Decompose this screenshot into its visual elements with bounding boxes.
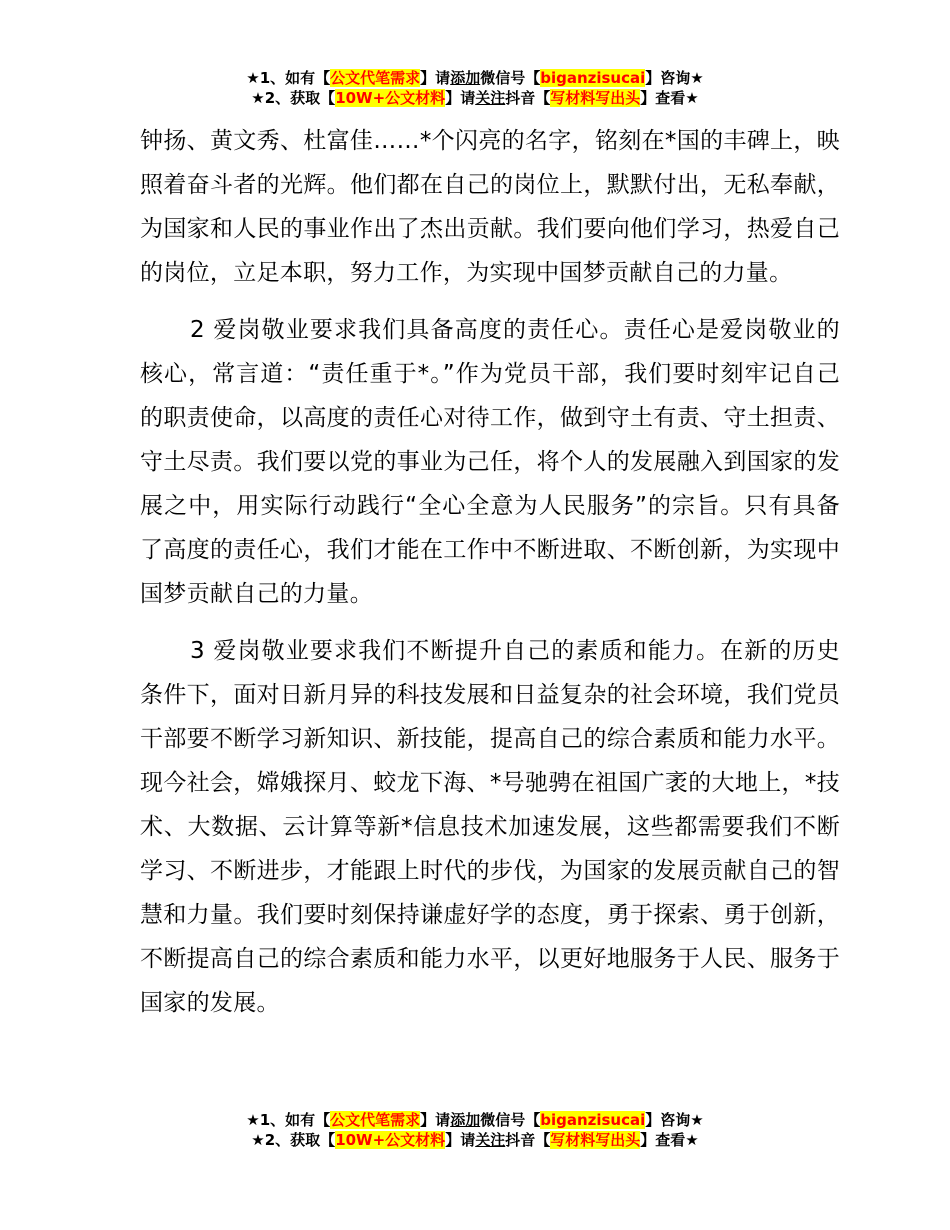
banner-text: 微信号【 [480, 1111, 541, 1129]
banner-text: 】查看★ [640, 89, 699, 107]
banner-text: ★2、获取【 [251, 89, 336, 107]
banner-text: ★2、获取【 [251, 1131, 336, 1149]
banner-line-1 [0, 1110, 950, 1130]
underlined-text: 添加 [450, 1111, 481, 1129]
highlight-materials: 10W+公文材料 [335, 89, 446, 107]
highlight-service: 公文代笔需求 [330, 1111, 421, 1129]
highlight-douyin-account: 写材料写出头 [550, 1131, 641, 1149]
banner-text: 】请 [420, 1111, 451, 1129]
banner-text: 抖音【 [505, 89, 551, 107]
document-body [140, 119, 840, 1038]
banner-text: 抖音【 [505, 1131, 551, 1149]
footer-banner [0, 1110, 950, 1150]
banner-text: 】请 [445, 1131, 476, 1149]
banner-text: ★1、如有【 [246, 69, 331, 87]
banner-text: 】请 [445, 89, 476, 107]
underlined-text: 关注 [475, 1131, 506, 1149]
banner-line-1 [0, 68, 950, 88]
underlined-text: 关注 [475, 89, 506, 107]
banner-text: 】请 [420, 69, 451, 87]
banner-line-2 [0, 88, 950, 108]
banner-text: 微信号【 [480, 69, 541, 87]
banner-text: ★1、如有【 [246, 1111, 331, 1129]
paragraph: 钟扬、黄文秀、杜富佳……*个闪亮的名字，铭刻在*国的丰碑上，映照着奋斗者的光辉。他们都在自己的岗位上，默默付出，无私奉献，为国家和人民的事业作出了杰出贡献。我们要向他们学习，热爱自己的岗位，立足本职，努力工作，为实现中国梦贡献自己的力量。 [140, 128, 840, 286]
highlight-wechat-id: biganzisucai [540, 1111, 646, 1129]
banner-text: 】咨询★ [645, 69, 704, 87]
highlight-douyin-account: 写材料写出头 [550, 89, 641, 107]
highlight-service: 公文代笔需求 [330, 69, 421, 87]
paragraph: 3 爱岗敬业要求我们不断提升自己的素质和能力。在新的历史条件下，面对日新月异的科技发展和日益复杂的社会环境，我们党员干部要不断学习新知识、新技能，提高自己的综合素质和能力水平。现今社会，嫦娥探月、蛟龙下海、*号驰骋在祖国广袤的大地上，*技术、大数据、云计算等新*信息技术加速发展，这些都需要我们不断学习、不断进步，才能跟上时代的步伐，为国家的发展贡献自己的智慧和力量。我们要时刻保持谦虚好学的态度，勇于探索、勇于创新，不断提高自己的综合素质和能力水平，以更好地服务于人民、服务于国家的发展。 [140, 638, 840, 1016]
banner-text: 】咨询★ [645, 1111, 704, 1129]
highlight-wechat-id: biganzisucai [540, 69, 646, 87]
banner-line-2 [0, 1130, 950, 1150]
banner-text: 】查看★ [640, 1131, 699, 1149]
paragraph: 2 爱岗敬业要求我们具备高度的责任心。责任心是爱岗敬业的核心，常言道：“责任重于*。”作为党员干部，我们要时刻牢记自己的职责使命，以高度的责任心对待工作，做到守土有责、守土担责、守土尽责。我们要以党的事业为己任，将个人的发展融入到国家的发展之中，用实际行动践行“全心全意为人民服务”的宗旨。只有具备了高度的责任心，我们才能在工作中不断进取、不断创新，为实现中国梦贡献自己的力量。 [140, 317, 840, 607]
highlight-materials: 10W+公文材料 [335, 1131, 446, 1149]
underlined-text: 添加 [450, 69, 481, 87]
header-banner [0, 68, 950, 108]
